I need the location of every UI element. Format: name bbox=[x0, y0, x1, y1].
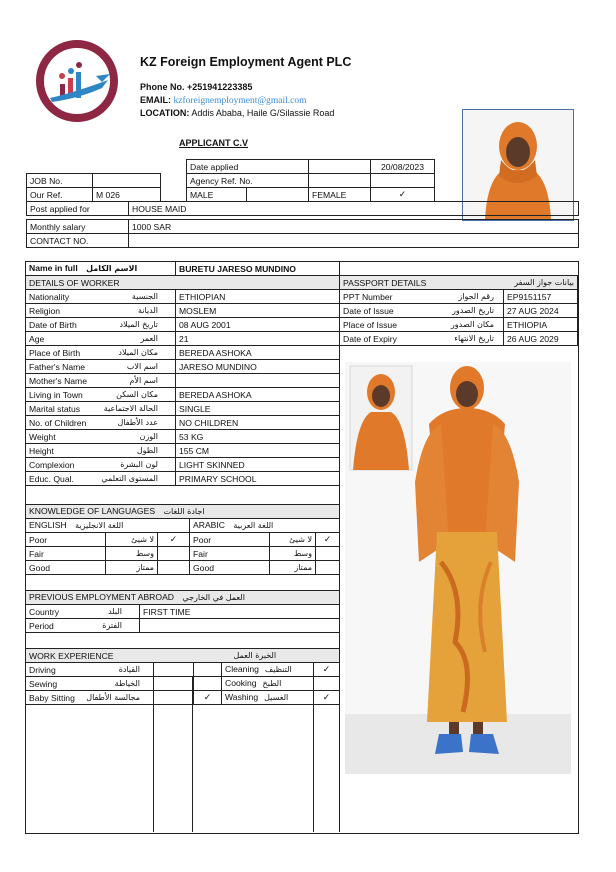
date-applied-value: 20/08/2023 bbox=[371, 160, 435, 174]
job-no-label: JOB No. bbox=[27, 174, 93, 188]
passport-table bbox=[339, 275, 578, 346]
skill-right bbox=[222, 677, 314, 691]
previous-employment-table bbox=[25, 590, 340, 633]
english-label: ENGLISH bbox=[29, 520, 67, 530]
passport-section-title bbox=[340, 276, 578, 290]
skill-right-text: Cooking bbox=[225, 678, 257, 688]
experience-title-ar: الخبرة العمل bbox=[233, 650, 277, 660]
phone-label: Phone No. bbox=[140, 82, 185, 92]
table-row bbox=[340, 318, 578, 332]
passport-value: ETHIOPIA bbox=[504, 318, 578, 332]
skill-left-check bbox=[154, 677, 194, 691]
worker-label-ar: تاريخ الميلاد bbox=[119, 319, 158, 329]
worker-label bbox=[26, 332, 176, 346]
worker-label-text: Complexion bbox=[29, 459, 75, 470]
email-label: EMAIL: bbox=[140, 95, 171, 105]
arabic-level-ar: لا شيئ bbox=[270, 533, 316, 547]
worker-value: LIGHT SKINNED bbox=[176, 458, 340, 472]
phone-line bbox=[140, 82, 252, 92]
name-label-ar: الاسم الكامل bbox=[86, 264, 138, 273]
arabic-level bbox=[190, 533, 270, 547]
experience-section-title bbox=[26, 649, 340, 663]
email-line bbox=[140, 95, 307, 106]
post-label: Post applied for bbox=[27, 202, 129, 216]
passport-label bbox=[340, 304, 504, 318]
english-level bbox=[26, 533, 106, 547]
passport-label-ar: مكان الصدور bbox=[450, 319, 494, 329]
table-row bbox=[26, 561, 340, 575]
skill-left-check-2 bbox=[194, 663, 222, 677]
english-level bbox=[26, 561, 106, 575]
languages-title: KNOWLEDGE OF LANGUAGES bbox=[29, 506, 156, 516]
english-level-check: ✓ bbox=[158, 533, 190, 547]
table-row bbox=[26, 416, 340, 430]
worker-label bbox=[26, 346, 176, 360]
passport-label-ar: تاريخ الانتهاء bbox=[454, 333, 494, 343]
skill-left bbox=[26, 677, 154, 691]
location-label: LOCATION: bbox=[140, 108, 190, 118]
passport-label-text: Date of Expiry bbox=[343, 333, 397, 344]
worker-label bbox=[26, 304, 176, 318]
passport-label-text: PPT Number bbox=[343, 291, 393, 302]
salary-contact-table bbox=[26, 219, 579, 248]
passport-label bbox=[340, 318, 504, 332]
passport-label-text: Date of Issue bbox=[343, 305, 394, 316]
arabic-level-text: Good bbox=[193, 562, 215, 573]
worker-label bbox=[26, 416, 176, 430]
worker-label-text: Religion bbox=[29, 305, 61, 316]
table-row bbox=[26, 547, 340, 561]
passport-label-ar: رقم الجواز bbox=[458, 291, 494, 301]
arabic-level-text: Poor bbox=[193, 534, 212, 545]
country-label: Country bbox=[29, 606, 60, 617]
date-applied-label: Date applied bbox=[187, 160, 309, 174]
skill-left-check-2 bbox=[194, 677, 222, 691]
arabic-level-ar: وسط bbox=[270, 547, 316, 561]
arabic-header bbox=[190, 519, 340, 533]
worker-label-ar: العمر bbox=[140, 333, 158, 343]
worker-label-ar: مكان السكن bbox=[116, 389, 158, 399]
salary-value: 1000 SAR bbox=[129, 220, 579, 234]
table-row bbox=[26, 444, 340, 458]
worker-value: JARESO MUNDINO bbox=[176, 360, 340, 374]
worker-label-ar: الطول bbox=[136, 445, 158, 455]
location-line bbox=[140, 108, 334, 118]
arabic-level-check: ✓ bbox=[316, 533, 340, 547]
skill-right-check: ✓ bbox=[314, 663, 340, 677]
worker-value: PRIMARY SCHOOL bbox=[176, 472, 340, 486]
email-link[interactable]: kzforeignemployment@gmail.com bbox=[173, 96, 307, 106]
applicant-full-photo bbox=[345, 362, 571, 774]
table-row bbox=[26, 346, 340, 360]
phone-value: +251941223385 bbox=[187, 82, 253, 92]
worker-label bbox=[26, 360, 176, 374]
skill-right-ar: الطبخ bbox=[262, 679, 282, 688]
worker-label-ar: الحالة الاجتماعية bbox=[103, 403, 158, 413]
worker-label-ar: مكان الميلاد bbox=[118, 347, 158, 357]
arabic-level bbox=[190, 561, 270, 575]
table-row bbox=[26, 677, 340, 691]
female-label: FEMALE bbox=[309, 188, 371, 202]
skill-left-ar: مجالسة الأطفال bbox=[86, 692, 140, 702]
country-value: FIRST TIME bbox=[140, 605, 340, 619]
male-label: MALE bbox=[187, 188, 247, 202]
worker-label-text: Father's Name bbox=[29, 361, 86, 372]
worker-label-text: Age bbox=[29, 333, 45, 344]
worker-label bbox=[26, 444, 176, 458]
agency-ref-value bbox=[309, 174, 371, 188]
table-row bbox=[26, 663, 340, 677]
skill-right-ar: الغسيل bbox=[264, 693, 289, 702]
table-row bbox=[26, 360, 340, 374]
table-row bbox=[340, 304, 578, 318]
panel-divider bbox=[339, 261, 340, 832]
our-ref-label: Our Ref. bbox=[27, 188, 93, 202]
job-ref-table bbox=[26, 173, 161, 202]
name-table bbox=[25, 261, 340, 276]
english-level-ar: وسط bbox=[106, 547, 158, 561]
arabic-level-text: Fair bbox=[193, 548, 208, 559]
languages-section-title bbox=[26, 505, 340, 519]
worker-label-text: Place of Birth bbox=[29, 347, 81, 358]
english-level-text: Fair bbox=[29, 548, 44, 559]
skill-left bbox=[26, 663, 154, 677]
english-level-text: Good bbox=[29, 562, 51, 573]
skill-left-check bbox=[154, 663, 194, 677]
skill-right-text: Cleaning bbox=[225, 664, 259, 674]
skill-right-check: ✓ bbox=[314, 691, 340, 705]
country-label-cell bbox=[26, 605, 140, 619]
worker-value: NO CHILDREN bbox=[176, 416, 340, 430]
worker-value bbox=[176, 374, 340, 388]
worker-label-text: No. of Children bbox=[29, 417, 87, 428]
english-level-ar: لا شيئ bbox=[106, 533, 158, 547]
arabic-level-check bbox=[316, 561, 340, 575]
worker-label-text: Marital status bbox=[29, 403, 81, 414]
gender-table bbox=[186, 187, 435, 202]
skill-left-check-2: ✓ bbox=[194, 691, 222, 705]
experience-title: WORK EXPERIENCE bbox=[29, 650, 114, 661]
english-level bbox=[26, 547, 106, 561]
previous-title-ar: العمل في الخارجي bbox=[182, 593, 245, 602]
post-table bbox=[26, 201, 579, 216]
worker-label-text: Educ. Qual. bbox=[29, 473, 74, 484]
worker-label-ar: اسم الأم bbox=[129, 375, 158, 385]
english-level-check bbox=[158, 547, 190, 561]
exp-col-line-3 bbox=[313, 676, 314, 832]
worker-value: SINGLE bbox=[176, 402, 340, 416]
worker-label-ar: الجنسية bbox=[131, 291, 158, 301]
contact-label: CONTACT NO. bbox=[27, 234, 129, 248]
table-row bbox=[26, 304, 340, 318]
worker-value: 21 bbox=[176, 332, 340, 346]
exp-col-line-1 bbox=[153, 676, 154, 832]
table-row bbox=[340, 290, 578, 304]
table-row bbox=[26, 458, 340, 472]
worker-label-text: Date of Birth bbox=[29, 319, 77, 330]
previous-section-title bbox=[26, 591, 340, 605]
passport-title-ar: بيانات جواز السفر bbox=[514, 277, 575, 287]
worker-label bbox=[26, 430, 176, 444]
worker-value: 08 AUG 2001 bbox=[176, 318, 340, 332]
table-row bbox=[26, 374, 340, 388]
worker-value: ETHIOPIAN bbox=[176, 290, 340, 304]
worker-label bbox=[26, 472, 176, 486]
salary-label: Monthly salary bbox=[27, 220, 129, 234]
passport-title: PASSPORT DETAILS bbox=[343, 277, 427, 288]
worker-value: BEREDA ASHOKA bbox=[176, 346, 340, 360]
contact-value bbox=[129, 234, 579, 248]
company-name: KZ Foreign Employment Agent PLC bbox=[140, 55, 352, 69]
worker-label-text: Height bbox=[29, 445, 54, 456]
worker-label-text: Nationality bbox=[29, 291, 70, 302]
male-check bbox=[247, 188, 309, 202]
passport-label bbox=[340, 290, 504, 304]
worker-value: 53 KG bbox=[176, 430, 340, 444]
post-value: HOUSE MAID bbox=[129, 202, 579, 216]
skill-right bbox=[222, 663, 314, 677]
english-label-ar: اللغة الانجليزية bbox=[75, 521, 124, 530]
worker-value: MOSLEM bbox=[176, 304, 340, 318]
table-row bbox=[26, 472, 340, 486]
passport-value: 26 AUG 2029 bbox=[504, 332, 578, 346]
table-row bbox=[26, 691, 340, 705]
passport-label-ar: تاريخ الصدور bbox=[452, 305, 494, 315]
name-label-cell bbox=[26, 262, 176, 276]
period-label: Period bbox=[29, 620, 54, 631]
worker-value: BEREDA ASHOKA bbox=[176, 388, 340, 402]
agency-ref-label: Agency Ref. No. bbox=[187, 174, 309, 188]
passport-label bbox=[340, 332, 504, 346]
worker-section-title: DETAILS OF WORKER bbox=[26, 276, 340, 290]
period-label-cell bbox=[26, 619, 140, 633]
location-value: Addis Ababa, Haile G/Silassie Road bbox=[191, 108, 335, 118]
passport-label-text: Place of Issue bbox=[343, 319, 397, 330]
previous-title: PREVIOUS EMPLOYMENT ABROAD bbox=[29, 592, 175, 602]
passport-value: EP9151157 bbox=[504, 290, 578, 304]
table-row bbox=[26, 290, 340, 304]
table-row bbox=[26, 318, 340, 332]
skill-right-check bbox=[314, 677, 340, 691]
worker-label bbox=[26, 374, 176, 388]
skill-left-check bbox=[154, 691, 194, 705]
english-level-ar: ممتاز bbox=[106, 561, 158, 575]
languages-title-ar: اجادة اللغات bbox=[163, 507, 205, 516]
worker-label-ar: لون البشرة bbox=[120, 459, 158, 469]
worker-label bbox=[26, 388, 176, 402]
name-value: BURETU JARESO MUNDINO bbox=[176, 262, 340, 276]
worker-label-text: Weight bbox=[29, 431, 56, 442]
skill-left-ar: الخياطة bbox=[114, 678, 140, 688]
skill-left-text: Driving bbox=[29, 664, 56, 675]
skill-right bbox=[222, 691, 314, 705]
english-level-check bbox=[158, 561, 190, 575]
skill-left-text: Baby Sitting bbox=[29, 692, 75, 703]
worker-label-ar: المستوى التعلمي bbox=[101, 473, 158, 483]
arabic-label-ar: اللغة العربية bbox=[233, 521, 274, 530]
passport-value: 27 AUG 2024 bbox=[504, 304, 578, 318]
worker-label bbox=[26, 458, 176, 472]
table-row bbox=[26, 533, 340, 547]
table-row bbox=[26, 388, 340, 402]
table-row bbox=[340, 332, 578, 346]
job-no-value bbox=[93, 174, 161, 188]
english-header bbox=[26, 519, 190, 533]
arabic-level-ar: ممتاز bbox=[270, 561, 316, 575]
worker-label bbox=[26, 402, 176, 416]
company-logo bbox=[36, 40, 118, 122]
english-level-text: Poor bbox=[29, 534, 48, 545]
application-table bbox=[186, 159, 435, 188]
skill-right-ar: التنظيف bbox=[264, 665, 292, 674]
work-experience-table bbox=[25, 648, 340, 705]
table-row bbox=[26, 402, 340, 416]
worker-label-ar: اسم الاب bbox=[126, 361, 158, 371]
worker-label-ar: الديانة bbox=[137, 305, 158, 315]
worker-label-ar: الوزن bbox=[139, 431, 158, 441]
name-label: Name in full bbox=[29, 263, 78, 273]
arabic-level-check bbox=[316, 547, 340, 561]
worker-label bbox=[26, 318, 176, 332]
skill-left-ar: القيادة bbox=[118, 664, 140, 674]
skill-right-text: Washing bbox=[225, 692, 259, 702]
exp-col-line-2 bbox=[192, 676, 193, 832]
worker-label-text: Living in Town bbox=[29, 389, 83, 400]
worker-table bbox=[25, 275, 340, 486]
worker-value: 155 CM bbox=[176, 444, 340, 458]
period-label-ar: الفترة bbox=[102, 620, 122, 630]
languages-table bbox=[25, 504, 340, 575]
skill-left bbox=[26, 691, 154, 705]
table-row bbox=[26, 430, 340, 444]
skill-left-text: Sewing bbox=[29, 678, 58, 689]
arabic-label: ARABIC bbox=[193, 520, 225, 530]
worker-label-ar: عدد الأطفال bbox=[117, 417, 158, 427]
female-check: ✓ bbox=[371, 188, 435, 202]
worker-label-text: Mother's Name bbox=[29, 375, 87, 386]
table-row bbox=[26, 332, 340, 346]
country-label-ar: البلد bbox=[108, 606, 122, 616]
our-ref-value: M 026 bbox=[93, 188, 161, 202]
cv-title: APPLICANT C.V bbox=[179, 138, 249, 148]
worker-label bbox=[26, 290, 176, 304]
period-value bbox=[140, 619, 340, 633]
arabic-level bbox=[190, 547, 270, 561]
